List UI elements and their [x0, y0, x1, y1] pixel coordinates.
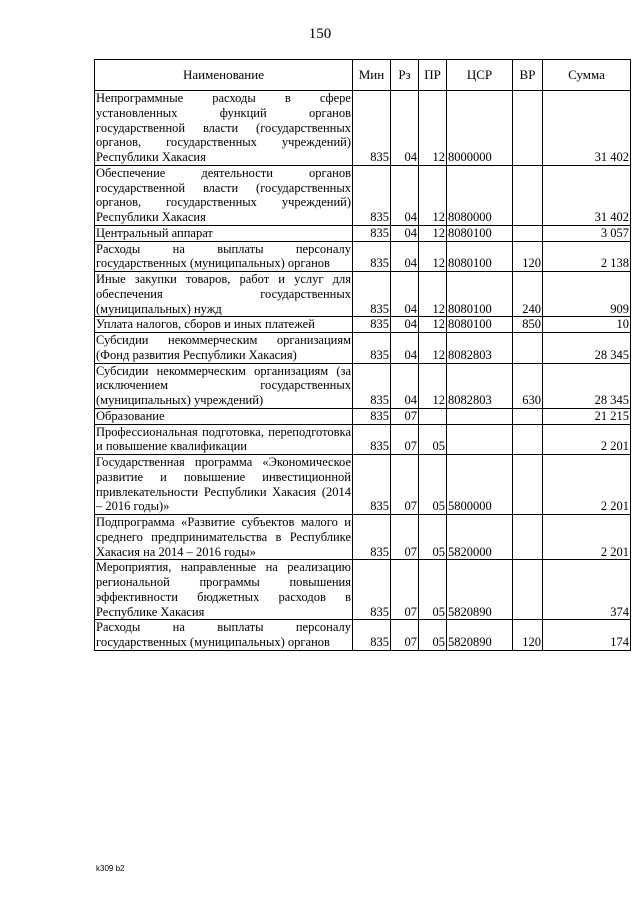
table-row [95, 363, 631, 408]
row-csr: 8080000 [447, 165, 513, 225]
table-row [95, 455, 631, 515]
row-name: Непрограммные расходы в сфере установленных функций органов государственной власти (государственных органов, государственных учреждений) Республики Хакасия [96, 91, 351, 164]
row-vr: 630 [513, 363, 543, 408]
row-csr [447, 424, 513, 455]
header-min: Мин [353, 60, 391, 91]
header-sum: Сумма [543, 60, 631, 91]
row-rz: 07 [391, 424, 419, 455]
row-rz: 04 [391, 317, 419, 333]
row-vr [513, 515, 543, 560]
row-pr: 12 [419, 363, 447, 408]
row-vr [513, 455, 543, 515]
row-sum: 2 138 [543, 241, 631, 272]
row-name: Иные закупки товаров, работ и услуг для обеспечения государственных (муниципальных) нужд [96, 272, 351, 316]
row-vr: 850 [513, 317, 543, 333]
row-name: Уплата налогов, сборов и иных платежей [95, 317, 353, 333]
row-min: 835 [353, 272, 391, 317]
row-min: 835 [353, 620, 391, 651]
table-row [95, 333, 631, 364]
row-sum: 10 [543, 317, 631, 333]
row-vr [513, 424, 543, 455]
row-pr: 12 [419, 241, 447, 272]
row-csr: 8082803 [447, 333, 513, 364]
table-row [95, 272, 631, 317]
row-rz: 07 [391, 408, 419, 424]
row-pr: 12 [419, 317, 447, 333]
row-sum: 2 201 [543, 455, 631, 515]
row-rz: 04 [391, 91, 419, 166]
table-row [95, 620, 631, 651]
row-min: 835 [353, 424, 391, 455]
row-csr: 8080100 [447, 225, 513, 241]
row-pr: 05 [419, 515, 447, 560]
page-number: 150 [308, 26, 332, 42]
row-sum: 21 215 [543, 408, 631, 424]
row-name: Государственная программа «Экономическое развитие и повышение инвестиционной привлекательности Республики Хакасия (2014 – 2016 годы)» [96, 455, 351, 514]
row-pr: 05 [419, 455, 447, 515]
row-vr: 120 [513, 620, 543, 651]
row-pr: 05 [419, 424, 447, 455]
row-csr: 8080100 [447, 241, 513, 272]
row-rz: 07 [391, 620, 419, 651]
row-vr: 240 [513, 272, 543, 317]
row-rz: 04 [391, 225, 419, 241]
row-sum: 174 [543, 620, 631, 651]
row-pr: 12 [419, 91, 447, 166]
row-name: Центральный аппарат [95, 225, 353, 241]
row-csr: 8080100 [447, 317, 513, 333]
row-csr: 8080100 [447, 272, 513, 317]
row-sum: 3 057 [543, 225, 631, 241]
table-row [95, 225, 631, 241]
row-min: 835 [353, 333, 391, 364]
header-pr: ПР [419, 60, 447, 91]
row-sum: 2 201 [543, 424, 631, 455]
row-vr [513, 91, 543, 166]
row-csr: 5820890 [447, 620, 513, 651]
row-vr [513, 408, 543, 424]
row-name: Расходы на выплаты персоналу государственных (муниципальных) органов [96, 241, 351, 271]
row-sum: 2 201 [543, 515, 631, 560]
row-rz: 07 [391, 515, 419, 560]
row-sum: 374 [543, 560, 631, 620]
row-pr: 05 [419, 560, 447, 620]
row-csr: 5820000 [447, 515, 513, 560]
table-row [95, 560, 631, 620]
row-rz: 04 [391, 165, 419, 225]
row-pr: 05 [419, 620, 447, 651]
header-rz: Рз [391, 60, 419, 91]
row-min: 835 [353, 91, 391, 166]
header-vr: ВР [513, 60, 543, 91]
table-header-row [95, 60, 631, 91]
table-row [95, 241, 631, 272]
table-row [95, 424, 631, 455]
row-pr: 12 [419, 272, 447, 317]
row-min: 835 [353, 225, 391, 241]
row-name: Мероприятия, направленные на реализацию региональной программы повышения эффективности бюджетных расходов в Республике Хакасия [96, 560, 351, 619]
row-min: 835 [353, 455, 391, 515]
table-row [95, 317, 631, 333]
row-vr: 120 [513, 241, 543, 272]
row-csr [447, 408, 513, 424]
row-name: Подпрограмма «Развитие субъектов малого и среднего предпринимательства в Республике Хакасия на 2014 – 2016 годы» [96, 515, 351, 559]
row-name: Образование [95, 408, 353, 424]
row-rz: 07 [391, 455, 419, 515]
row-rz: 04 [391, 333, 419, 364]
table-row [95, 165, 631, 225]
row-sum: 909 [543, 272, 631, 317]
row-name: Профессиональная подготовка, переподготовка и повышение квалификации [96, 424, 351, 454]
row-vr [513, 225, 543, 241]
row-vr [513, 165, 543, 225]
row-min: 835 [353, 560, 391, 620]
row-rz: 04 [391, 363, 419, 408]
row-rz: 07 [391, 560, 419, 620]
row-min: 835 [353, 317, 391, 333]
row-min: 835 [353, 241, 391, 272]
row-pr [419, 408, 447, 424]
table-row [95, 91, 631, 166]
row-sum: 28 345 [543, 363, 631, 408]
row-min: 835 [353, 515, 391, 560]
row-name: Обеспечение деятельности органов государственной власти (государственных органов, государственных учреждений) Республики Хакасия [96, 165, 351, 224]
row-sum: 31 402 [543, 91, 631, 166]
row-name: Расходы на выплаты персоналу государственных (муниципальных) органов [96, 620, 351, 649]
footer-code: k309 b2 [96, 864, 125, 873]
row-rz: 04 [391, 272, 419, 317]
row-sum: 31 402 [543, 165, 631, 225]
header-csr: ЦСР [447, 60, 513, 91]
row-csr: 8000000 [447, 91, 513, 166]
row-csr: 8082803 [447, 363, 513, 408]
row-name: Субсидии некоммерческим организациям (за исключением государственных (муниципальных) учреждений) [96, 363, 351, 407]
row-min: 835 [353, 165, 391, 225]
table-row [95, 515, 631, 560]
row-sum: 28 345 [543, 333, 631, 364]
table-body [95, 91, 631, 651]
row-pr: 12 [419, 333, 447, 364]
row-vr [513, 333, 543, 364]
row-csr: 5800000 [447, 455, 513, 515]
row-name: Субсидии некоммерческим организациям (Фонд развития Республики Хакасия) [96, 333, 351, 362]
row-pr: 12 [419, 225, 447, 241]
row-rz: 04 [391, 241, 419, 272]
row-min: 835 [353, 363, 391, 408]
row-csr: 5820890 [447, 560, 513, 620]
row-min: 835 [353, 408, 391, 424]
budget-table [94, 59, 631, 651]
row-vr [513, 560, 543, 620]
header-name: Наименование [95, 60, 353, 91]
table-row [95, 408, 631, 424]
row-pr: 12 [419, 165, 447, 225]
